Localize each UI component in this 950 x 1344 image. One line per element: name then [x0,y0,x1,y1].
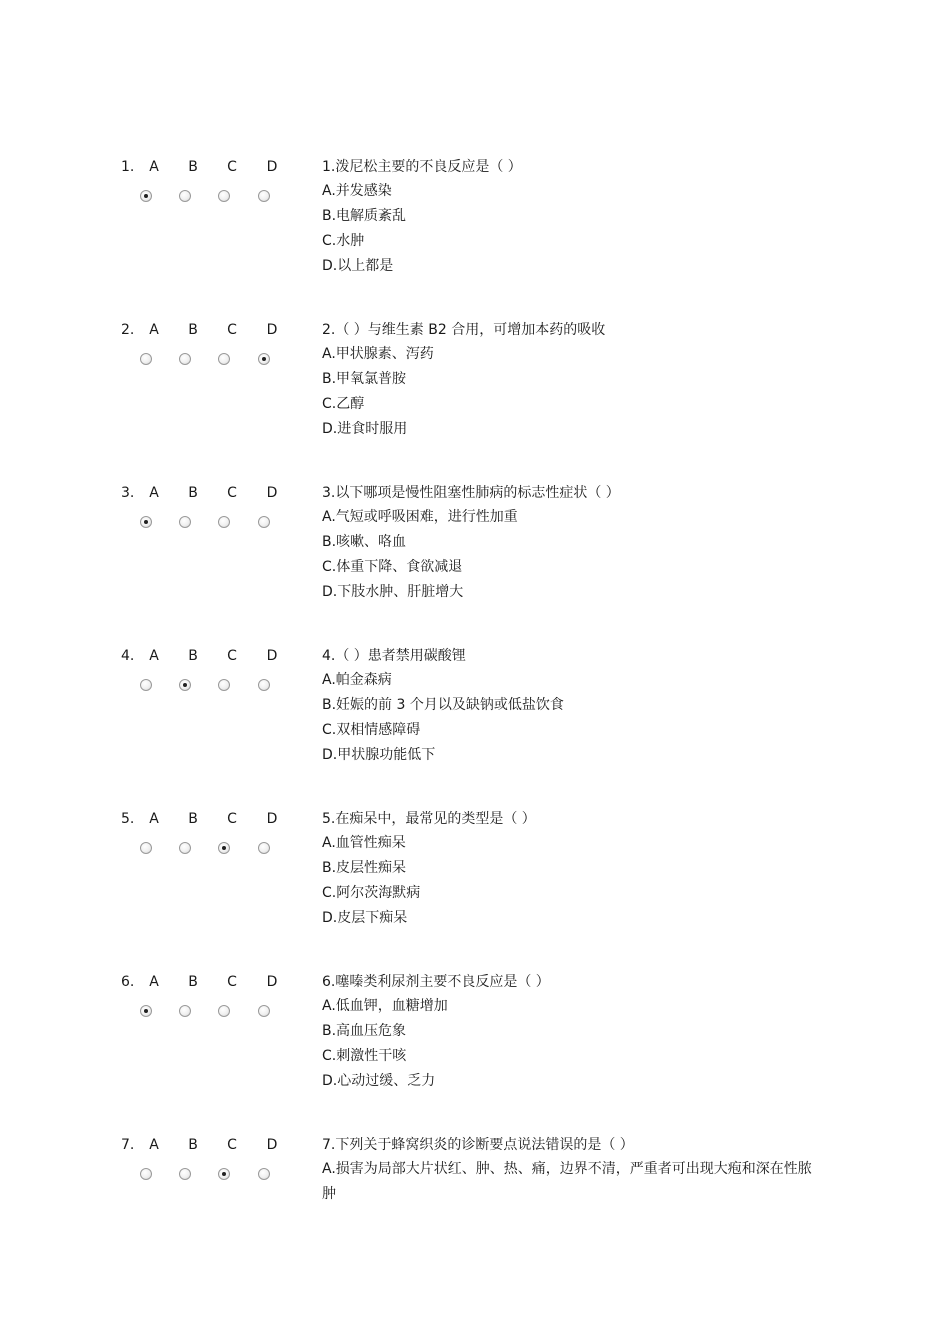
radio-a[interactable] [140,353,152,365]
choice-letter: C [227,811,237,827]
choice-letter: B [188,811,198,827]
answer-option: A.血管性痴呆 [322,835,406,851]
question-block [0,647,950,767]
answer-option: C.刺激性干咳 [322,1048,407,1064]
answer-option: C.体重下降、食欲减退 [322,559,463,575]
choice-letter: D [266,1137,278,1153]
question-block [0,1136,950,1256]
answer-option: D.进食时服用 [322,421,408,437]
question-text: 6.噻嗪类利尿剂主要不良反应是（ ） [322,974,550,990]
choice-letter: B [188,159,198,175]
question-number: 2. [121,322,135,338]
choice-letter: C [227,485,237,501]
answer-option: C.乙醇 [322,396,365,412]
answer-option: A.并发感染 [322,183,392,199]
answer-option: B.皮层性痴呆 [322,860,407,876]
choice-letter: B [188,485,198,501]
question-number: 3. [121,485,135,501]
question-block [0,973,950,1093]
answer-option: A.帕金森病 [322,672,392,688]
choice-letter: C [227,1137,237,1153]
choice-letter: A [149,322,159,338]
answer-option: B.甲氧氯普胺 [322,371,407,387]
answer-option: D.下肢水肿、肝脏增大 [322,584,464,600]
question-block [0,321,950,441]
radio-a[interactable] [140,842,152,854]
choice-letter: A [149,485,159,501]
question-text: 5.在痴呆中，最常见的类型是（ ） [322,811,536,827]
answer-option: D.以上都是 [322,258,394,274]
radio-d[interactable] [258,1005,270,1017]
question-text: 1.泼尼松主要的不良反应是（ ） [322,159,522,175]
question-block [0,484,950,604]
radio-a[interactable] [140,679,152,691]
answer-option: A.气短或呼吸困难，进行性加重 [322,509,518,525]
question-number: 5. [121,811,135,827]
radio-b[interactable] [179,842,191,854]
question-text: 3.以下哪项是慢性阻塞性肺病的标志性症状（ ） [322,485,620,501]
choice-letter: D [266,974,278,990]
choice-letter: A [149,648,159,664]
choice-letter: C [227,974,237,990]
choice-letter: A [149,811,159,827]
choice-letter: B [188,974,198,990]
question-number: 7. [121,1137,135,1153]
choice-letter: B [188,322,198,338]
question-text: 2.（ ）与维生素 B2 合用，可增加本药的吸收 [322,322,606,338]
radio-b[interactable] [179,679,191,691]
radio-c[interactable] [218,842,230,854]
question-number: 6. [121,974,135,990]
choice-letter: A [149,974,159,990]
answer-option: C.水肿 [322,233,365,249]
choice-letter: C [227,159,237,175]
question-block [0,810,950,930]
radio-d[interactable] [258,1168,270,1180]
choice-letter: D [266,648,278,664]
choice-letter: C [227,648,237,664]
radio-d[interactable] [258,679,270,691]
answer-option: B.高血压危象 [322,1023,407,1039]
radio-c[interactable] [218,1005,230,1017]
choice-letter: A [149,159,159,175]
answer-option: B.妊娠的前 3 个月以及缺钠或低盐饮食 [322,697,564,713]
choice-letter: D [266,322,278,338]
radio-b[interactable] [179,1168,191,1180]
choice-letter: A [149,1137,159,1153]
answer-option: D.皮层下痴呆 [322,910,408,926]
radio-c[interactable] [218,353,230,365]
choice-letter: D [266,485,278,501]
radio-b[interactable] [179,1005,191,1017]
radio-d[interactable] [258,190,270,202]
answer-option: A.甲状腺素、泻药 [322,346,434,362]
radio-d[interactable] [258,842,270,854]
answer-option: B.电解质紊乱 [322,208,407,224]
radio-b[interactable] [179,353,191,365]
answer-option: 肿 [322,1186,336,1202]
question-text: 4.（ ）患者禁用碳酸锂 [322,648,466,664]
radio-a[interactable] [140,516,152,528]
choice-letter: D [266,159,278,175]
answer-option: D.心动过缓、乏力 [322,1073,436,1089]
radio-a[interactable] [140,1168,152,1180]
answer-option: B.咳嗽、咯血 [322,534,407,550]
answer-option: C.阿尔茨海默病 [322,885,421,901]
radio-c[interactable] [218,190,230,202]
answer-option: C.双相情感障碍 [322,722,421,738]
question-block [0,158,950,278]
choice-letter: C [227,322,237,338]
question-number: 4. [121,648,135,664]
choice-letter: D [266,811,278,827]
radio-a[interactable] [140,190,152,202]
radio-b[interactable] [179,516,191,528]
radio-c[interactable] [218,679,230,691]
question-text: 7.下列关于蜂窝织炎的诊断要点说法错误的是（ ） [322,1137,634,1153]
choice-letter: B [188,1137,198,1153]
answer-option: A.损害为局部大片状红、肿、热、痛，边界不清，严重者可出现大疱和深在性脓 [322,1161,812,1177]
choice-letter: B [188,648,198,664]
radio-d[interactable] [258,516,270,528]
radio-c[interactable] [218,516,230,528]
answer-option: A.低血钾，血糖增加 [322,998,448,1014]
question-number: 1. [121,159,135,175]
radio-c[interactable] [218,1168,230,1180]
radio-d[interactable] [258,353,270,365]
radio-a[interactable] [140,1005,152,1017]
answer-option: D.甲状腺功能低下 [322,747,436,763]
radio-b[interactable] [179,190,191,202]
